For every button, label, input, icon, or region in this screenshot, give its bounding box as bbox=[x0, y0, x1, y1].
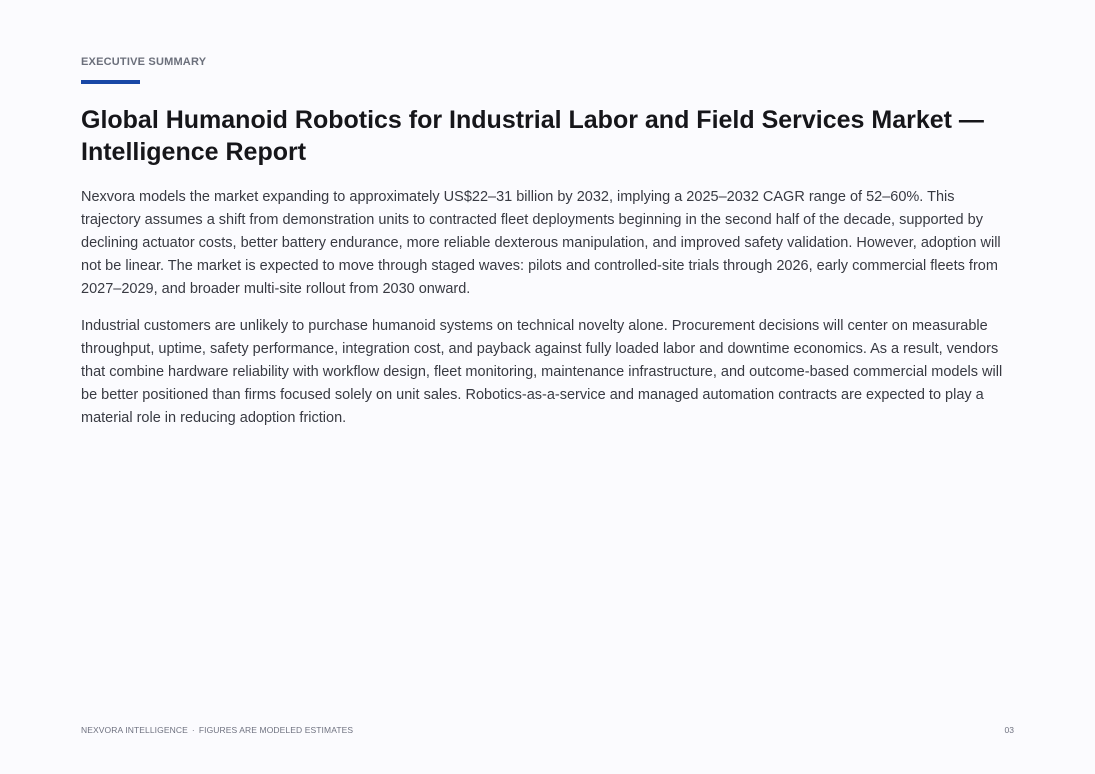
summary-paragraph-2: Industrial customers are unlikely to purchase humanoid systems on technical novelty alone. Procurement decisions will center on measurable throughput, uptime, safety performance, integration cost, and payback against fully loaded labor and downtime economics. As a result, vendors that combine hardware reliability with workflow design, fleet monitoring, maintenance infrastructure, and outcome-based commercial models will be better positioned than firms focused solely on unit sales. Robotics-as-a-service and managed automation contracts are expected to play a material role in reducing adoption friction. bbox=[81, 318, 1003, 426]
accent-bar bbox=[81, 80, 140, 84]
page-title: Global Humanoid Robotics for Industrial Labor and Field Services Market — Intelligence Report bbox=[81, 106, 984, 166]
footer-brand: NEXVORA INTELLIGENCE bbox=[81, 725, 188, 735]
footer-separator: · bbox=[191, 725, 195, 735]
page-number: 03 bbox=[1004, 725, 1014, 735]
summary-paragraph-1: Nexvora models the market expanding to approximately US$22–31 billion by 2032, implying a 2025–2032 CAGR range of 52–60%. This trajectory assumes a shift from demonstration units to contracted fleet deployments beginning in the second half of the decade, supported by declining actuator costs, better battery endurance, more reliable dexterous manipulation, and improved safety validation. However, adoption will not be linear. The market is expected to move through staged waves: pilots and controlled-site trials through 2026, early commercial fleets from 2027–2029, and broader multi-site rollout from 2030 onward. bbox=[81, 189, 1001, 297]
footer-disclaimer: FIGURES ARE MODELED ESTIMATES bbox=[198, 725, 354, 735]
section-label: EXECUTIVE SUMMARY bbox=[81, 56, 207, 68]
footer-note bbox=[81, 725, 353, 735]
report-page bbox=[81, 0, 1016, 774]
